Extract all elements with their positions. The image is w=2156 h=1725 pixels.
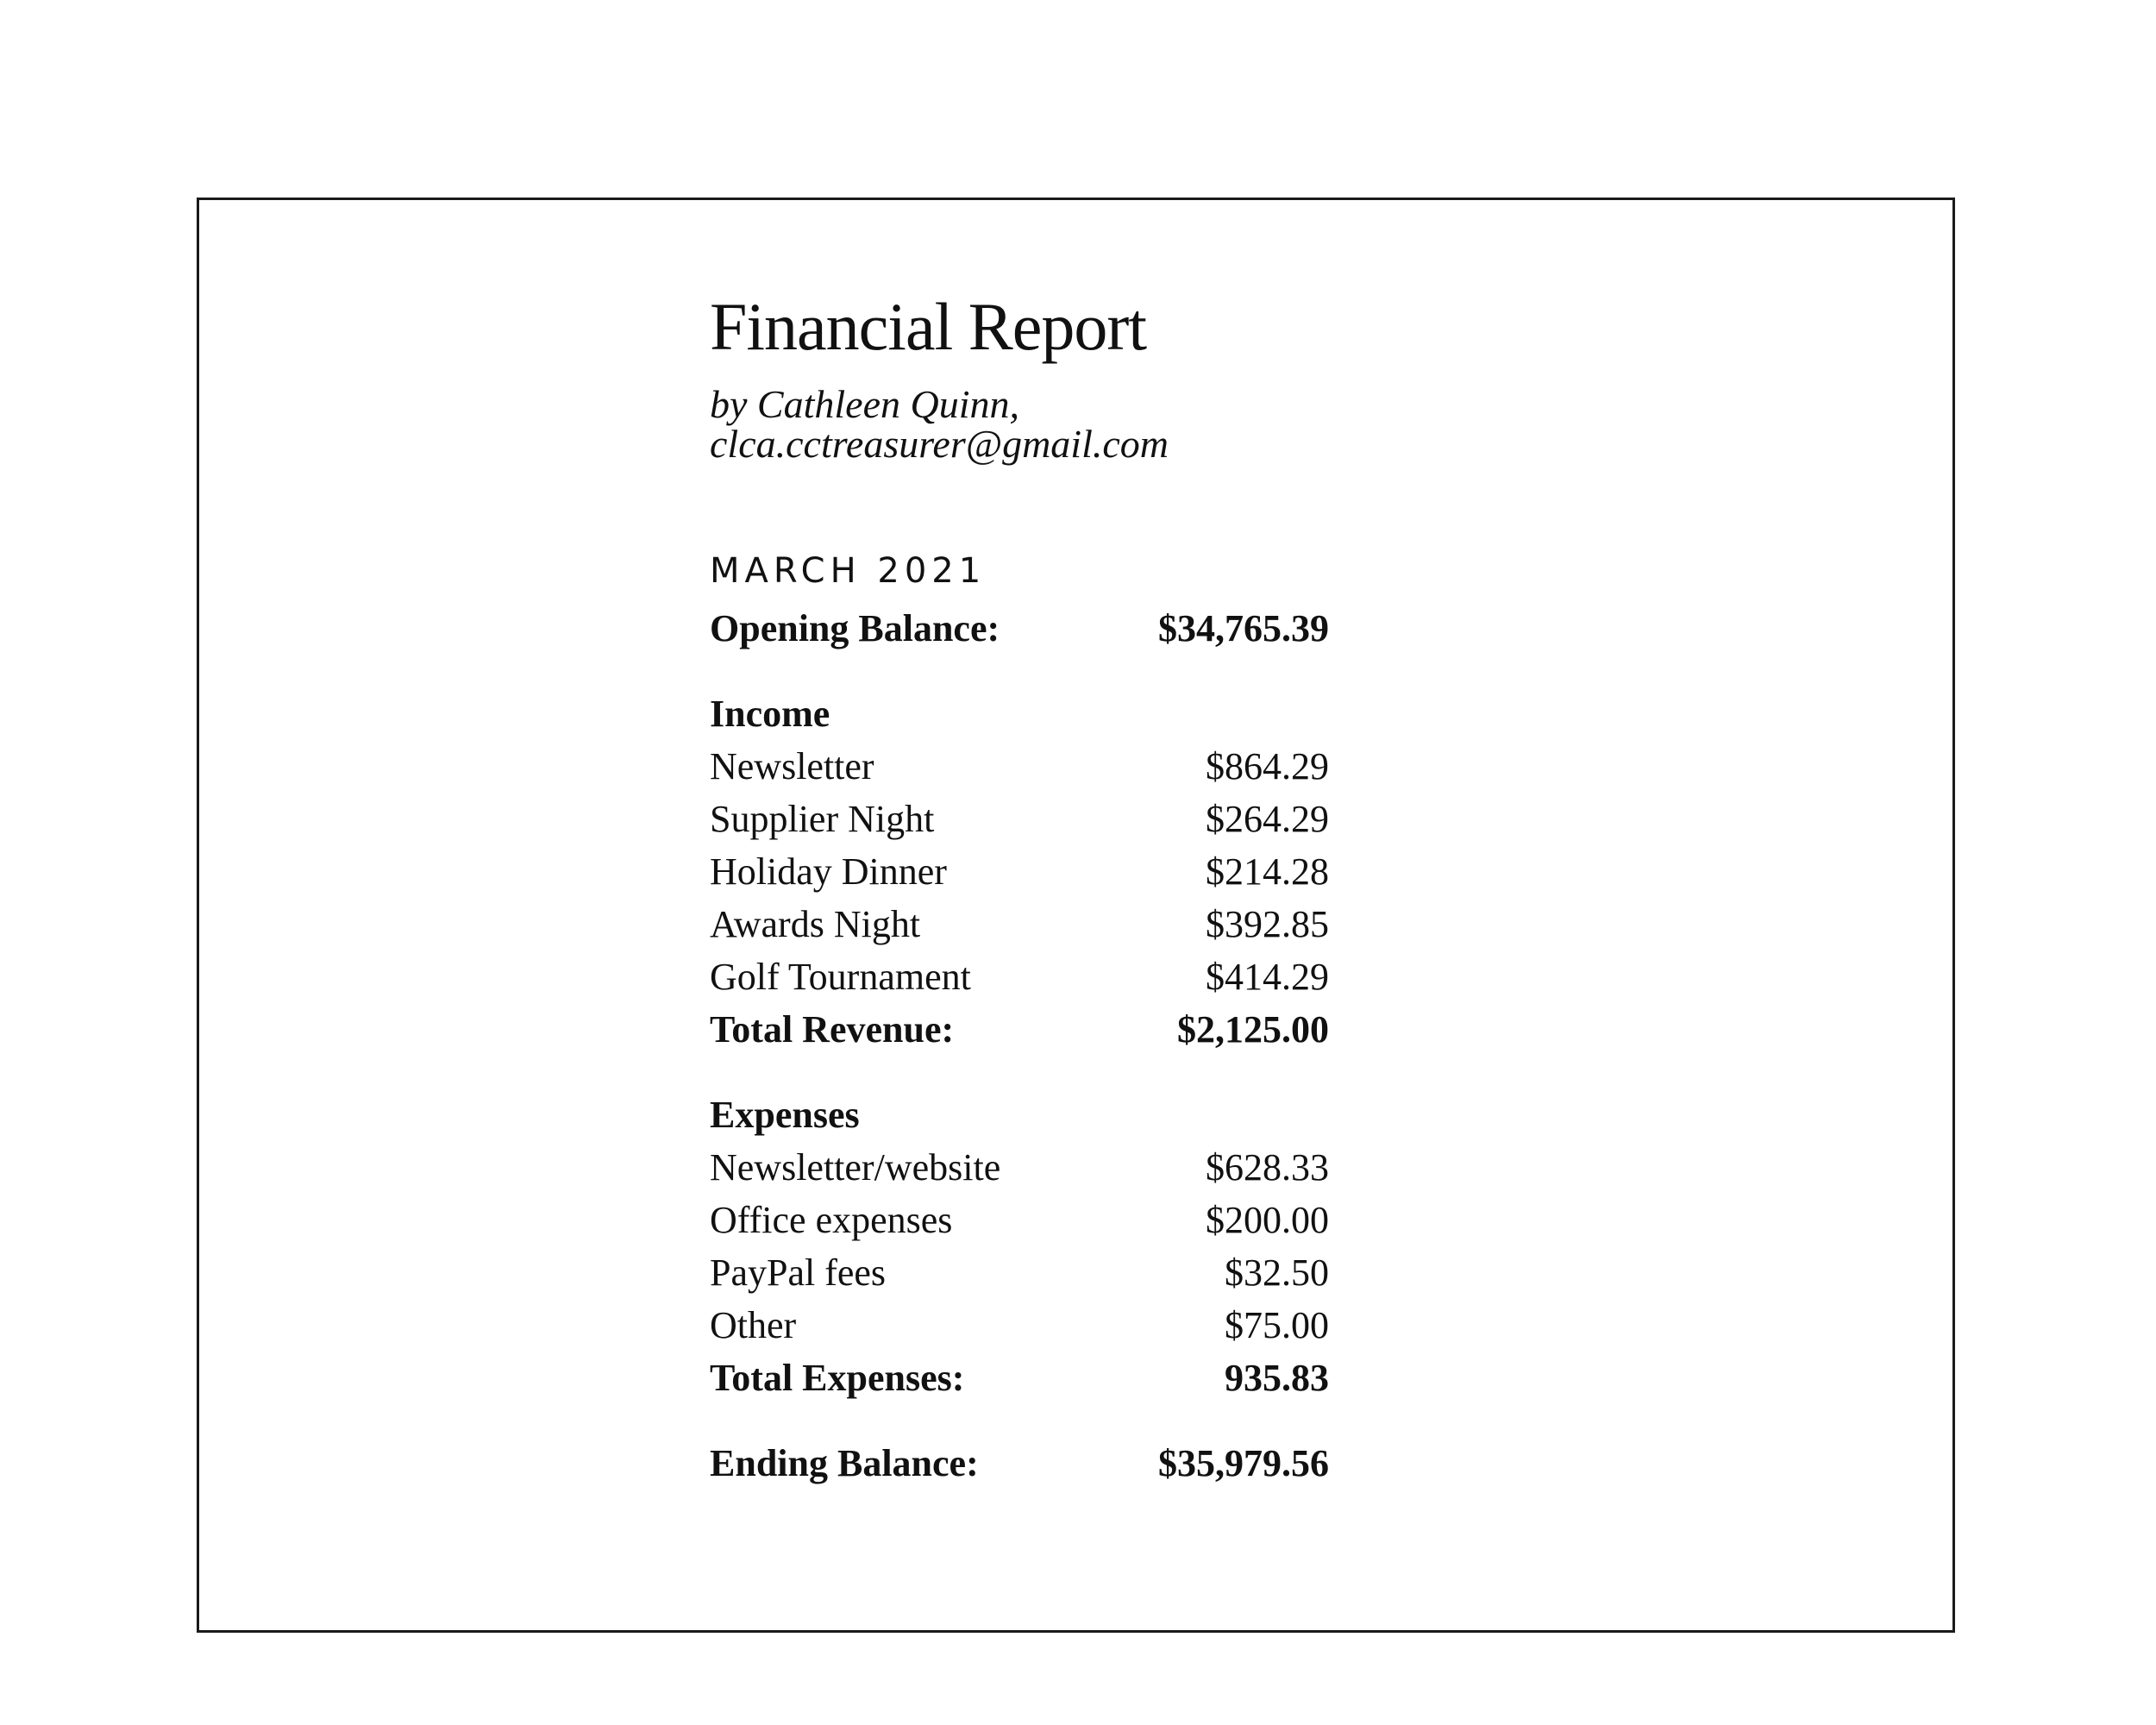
- income-label: Awards Night: [710, 903, 921, 945]
- income-amount: $214.28: [1206, 850, 1329, 893]
- opening-balance-amount: $34,765.39: [1158, 607, 1329, 649]
- report-content: [710, 289, 1486, 1490]
- income-heading: Income: [710, 693, 830, 735]
- total-expenses-label: Total Expenses:: [710, 1357, 965, 1399]
- income-row: [710, 845, 1329, 898]
- total-revenue-label: Total Revenue:: [710, 1008, 955, 1051]
- opening-balance-row: [710, 602, 1329, 655]
- income-amount: $392.85: [1206, 903, 1329, 945]
- income-amount: $414.29: [1206, 956, 1329, 998]
- income-row: [710, 793, 1329, 845]
- expense-label: Other: [710, 1304, 797, 1346]
- income-row: [710, 898, 1329, 950]
- expense-label: Newsletter/website: [710, 1146, 1001, 1189]
- expense-amount: $75.00: [1225, 1304, 1329, 1346]
- expense-row: [710, 1194, 1329, 1246]
- total-revenue-amount: $2,125.00: [1177, 1008, 1329, 1051]
- income-amount: $864.29: [1206, 745, 1329, 787]
- total-revenue-row: [710, 1003, 1329, 1056]
- ending-balance-label: Ending Balance:: [710, 1442, 979, 1484]
- report-month: MARCH 2021: [710, 551, 987, 591]
- expense-row: [710, 1299, 1329, 1352]
- page-title: Financial Report: [710, 289, 1147, 364]
- income-row: [710, 950, 1329, 1003]
- total-expenses-amount: 935.83: [1225, 1357, 1329, 1399]
- expense-label: PayPal fees: [710, 1251, 887, 1294]
- ending-balance-amount: $35,979.56: [1158, 1442, 1329, 1484]
- ending-balance-row: [710, 1437, 1329, 1490]
- expense-row: [710, 1141, 1329, 1194]
- income-label: Holiday Dinner: [710, 850, 947, 893]
- income-label: Supplier Night: [710, 798, 935, 840]
- income-label: Golf Tournament: [710, 956, 971, 998]
- income-amount: $264.29: [1206, 798, 1329, 840]
- expense-amount: $628.33: [1206, 1146, 1329, 1189]
- total-expenses-row: [710, 1352, 1329, 1404]
- expense-label: Office expenses: [710, 1199, 953, 1241]
- opening-balance-label: Opening Balance:: [710, 607, 1000, 649]
- income-row: [710, 740, 1329, 793]
- expense-amount: $200.00: [1206, 1199, 1329, 1241]
- income-label: Newsletter: [710, 745, 874, 787]
- byline: by Cathleen Quinn, clca.cctreasurer@gmail.com: [710, 382, 1169, 466]
- expense-row: [710, 1246, 1329, 1299]
- expense-amount: $32.50: [1225, 1251, 1329, 1294]
- expenses-heading: Expenses: [710, 1094, 860, 1136]
